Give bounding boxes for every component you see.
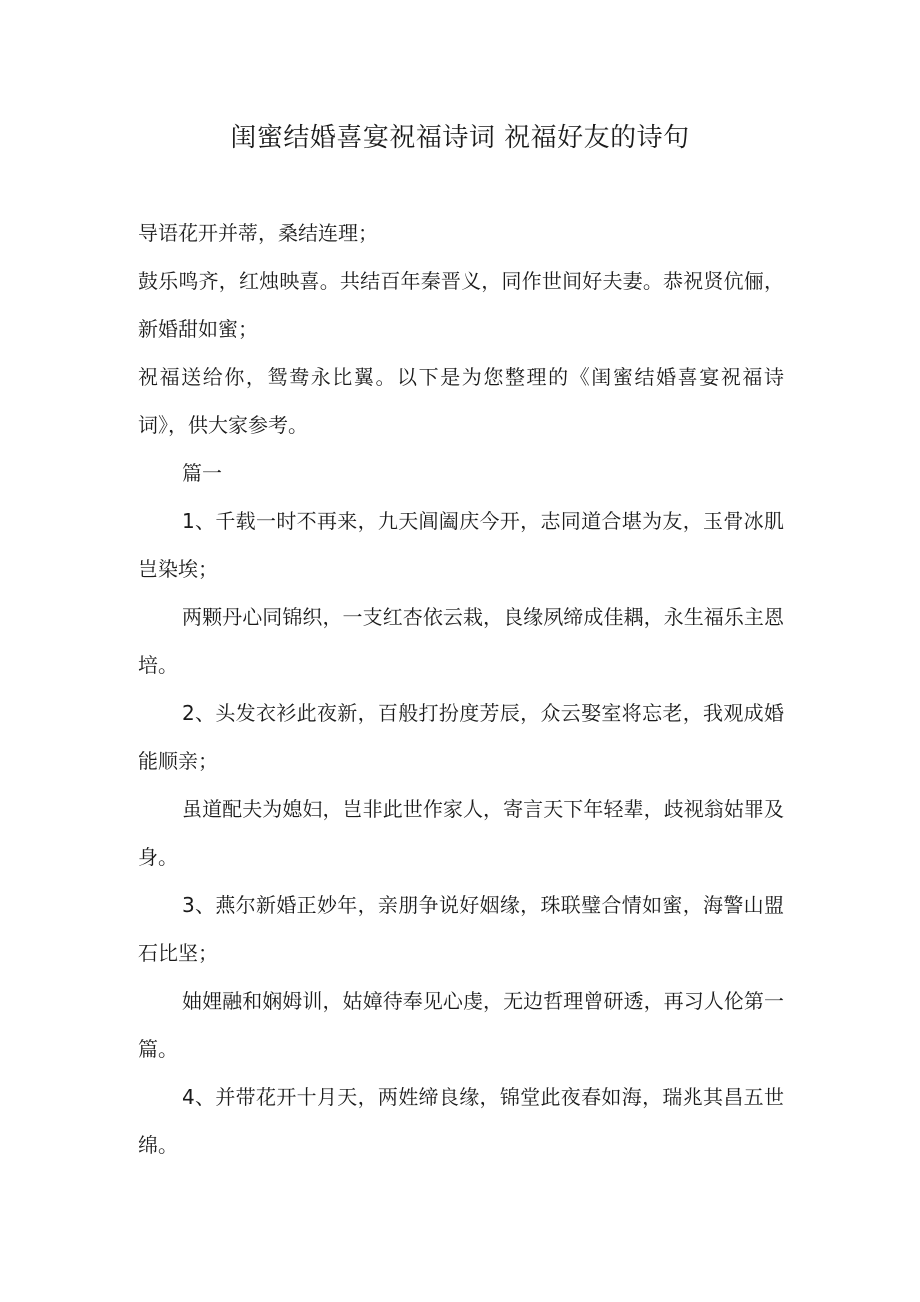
section-heading: 篇一	[182, 461, 222, 485]
poem-paragraph: 1、千载一时不再来，九天阊阖庆今开，志同道合堪为友，玉骨冰肌岂染埃；	[138, 509, 784, 581]
document-title: 闺蜜结婚喜宴祝福诗词 祝福好友的诗句	[230, 123, 690, 153]
poem-paragraph: 虽道配夫为媳妇，岂非此世作家人，寄言天下年轻辈，歧视翁姑罪及身。	[138, 797, 784, 869]
poem-paragraph: 2、头发衣衫此夜新，百般打扮度芳辰，众云娶室将忘老，我观成婚能顺亲；	[138, 701, 784, 773]
paragraph-intro-3: 祝福送给你，鸳鸯永比翼。以下是为您整理的《闺蜜结婚喜宴祝福诗词》，供大家参考。	[138, 365, 784, 437]
poem-paragraph: 4、并带花开十月天，两姓缔良缘，锦堂此夜春如海，瑞兆其昌五世绵。	[138, 1085, 784, 1157]
poem-paragraph: 妯娌融和娴姆训，姑嫜待奉见心虔，无边哲理曾研透，再习人伦第一篇。	[138, 989, 784, 1061]
poem-paragraph: 3、燕尔新婚正妙年，亲朋争说好姻缘，珠联璧合情如蜜，海警山盟石比坚；	[138, 893, 784, 965]
document-body	[138, 209, 784, 1169]
poem-paragraph: 两颗丹心同锦织，一支红杏依云栽，良缘夙缔成佳耦，永生福乐主恩培。	[138, 605, 784, 677]
paragraph-intro-1: 导语花开并蒂，桑结连理；	[138, 221, 378, 245]
paragraph-intro-2: 鼓乐鸣齐，红烛映喜。共结百年秦晋义，同作世间好夫妻。恭祝贤伉俪，新婚甜如蜜；	[138, 269, 784, 341]
